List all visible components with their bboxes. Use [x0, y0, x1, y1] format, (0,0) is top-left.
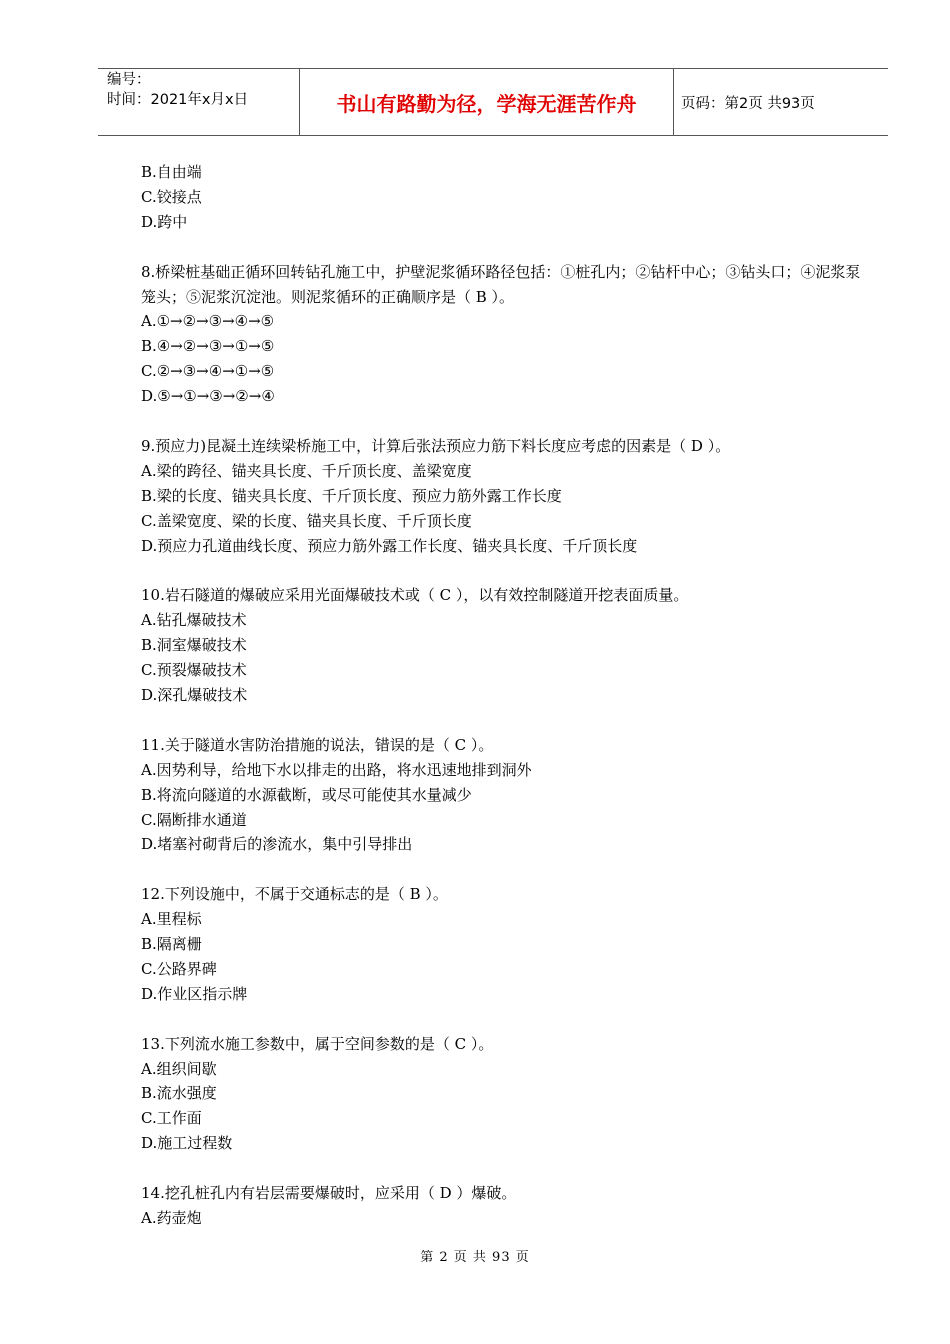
option: C.铰接点 [141, 187, 202, 206]
option: A.里程标 [141, 910, 202, 929]
option: C.预裂爆破技术 [141, 661, 247, 680]
option: C.隔断排水通道 [141, 810, 247, 829]
option: D.作业区指示牌 [141, 984, 248, 1003]
question-7-tail [141, 160, 861, 235]
option: D.深孔爆破技术 [141, 685, 248, 704]
page-footer: 第 2 页 共 93 页 [420, 1250, 530, 1265]
option: D.预应力孔道曲线长度、预应力筋外露工作长度、锚夹具长度、千斤顶长度 [141, 536, 638, 555]
option: A.药壶炮 [141, 1208, 202, 1227]
option: B.自由端 [141, 163, 202, 181]
question-stem: 9.预应力)昆凝土连续梁桥施工中，计算后张法预应力筋下料长度应考虑的因素是（ D ）。 [141, 436, 731, 455]
question-stem: 10.岩石隧道的爆破应采用光面爆破技术或（ C ），以有效控制隧道开挖表面质量。 [141, 586, 689, 605]
question-stem: 8.桥梁桩基础正循环回转钻孔施工中，护壁泥浆循环路径包括：①桩孔内；②钻杆中心；③钻头口；④泥浆泵笼头；⑤泥浆沉淀池。则泥浆循环的正确顺序是（ B ）。 [141, 262, 861, 306]
option: B.梁的长度、锚夹具长度、千斤顶长度、预应力筋外露工作长度 [141, 486, 562, 505]
option: D.跨中 [141, 212, 188, 231]
question-stem: 11.关于隧道水害防治措施的说法，错误的是（ C ）。 [141, 735, 494, 754]
option: A.梁的跨径、锚夹具长度、千斤顶长度、盖梁宽度 [141, 461, 472, 480]
header-meta [98, 69, 300, 135]
question-stem: 14.挖孔桩孔内有岩层需要爆破时，应采用（ D ）爆破。 [141, 1184, 517, 1203]
header-date: 时间：2021年x月x日 [107, 92, 249, 108]
option: D.施工过程数 [141, 1134, 233, 1153]
document-body [141, 160, 861, 1231]
question-14 [141, 1181, 861, 1231]
option: B.流水强度 [141, 1084, 217, 1103]
option: C.②→③→④→①→⑤ [141, 362, 275, 381]
question-9 [141, 434, 861, 559]
option: A.①→②→③→④→⑤ [141, 312, 275, 331]
question-stem: 13.下列流水施工参数中，属于空间参数的是（ C ）。 [141, 1034, 494, 1053]
option: C.公路界碑 [141, 959, 217, 978]
option: D.⑤→①→③→②→④ [141, 387, 275, 406]
question-stem: 12.下列设施中，不属于交通标志的是（ B ）。 [141, 885, 448, 904]
question-12 [141, 882, 861, 1007]
option: B.④→②→③→①→⑤ [141, 337, 275, 356]
option: B.将流向隧道的水源截断，或尽可能使其水量减少 [141, 785, 472, 804]
question-13 [141, 1032, 861, 1157]
question-8 [141, 260, 861, 409]
option: B.隔离栅 [141, 935, 202, 954]
option: B.洞室爆破技术 [141, 636, 247, 655]
header-page-info: 页码：第2页 共93页 [681, 95, 815, 112]
option: C.工作面 [141, 1109, 202, 1128]
header-number-label: 编号： [107, 72, 151, 88]
question-10 [141, 583, 861, 708]
page-header [98, 68, 888, 136]
option: D.堵塞衬砌背后的渗流水，集中引导排出 [141, 835, 413, 854]
question-11 [141, 733, 861, 858]
header-motto: 书山有路勤为径，学海无涯苦作舟 [300, 69, 674, 135]
option: C.盖梁宽度、梁的长度、锚夹具长度、千斤顶长度 [141, 511, 472, 530]
option: A.组织间歇 [141, 1059, 217, 1078]
option: A.因势利导，给地下水以排走的出路，将水迅速地排到洞外 [141, 760, 532, 779]
option: A.钻孔爆破技术 [141, 611, 247, 630]
